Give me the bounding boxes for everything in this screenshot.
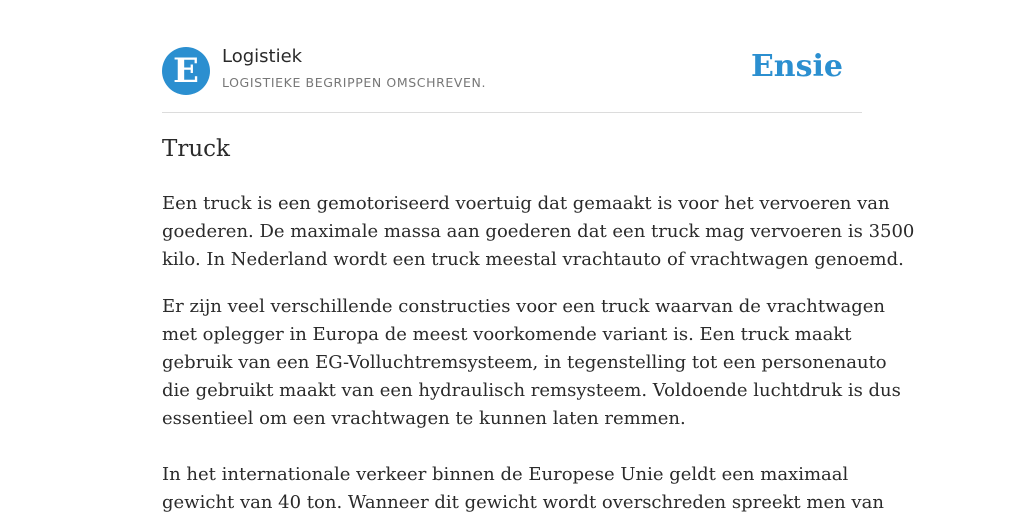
article-title: Truck — [162, 136, 230, 162]
article-paragraph — [162, 293, 901, 433]
paragraph-line: die gebruikt maakt van een hydraulisch remsysteem. Voldoende luchtdruk is dus — [162, 380, 901, 401]
paragraph-line: In het internationale verkeer binnen de Europese Unie geldt een maximaal — [162, 464, 849, 485]
article-paragraph — [162, 190, 915, 274]
paragraph-line: Een truck is een gemotoriseerd voertuig dat gemaakt is voor het vervoeren van — [162, 193, 890, 214]
ensie-logo[interactable]: Ensie — [750, 49, 843, 84]
paragraph-line: met oplegger in Europa de meest voorkomende variant is. Een truck maakt — [162, 324, 852, 345]
paragraph-line: Er zijn veel verschillende constructies voor een truck waarvan de vrachtwagen — [162, 296, 885, 317]
brand-title[interactable]: Logistiek — [222, 46, 303, 67]
paragraph-line: kilo. In Nederland wordt een truck meestal vrachtauto of vrachtwagen genoemd. — [162, 249, 904, 270]
paragraph-line: gebruik van een EG-Volluchtremsysteem, in tegenstelling tot een personenauto — [162, 352, 887, 373]
brand-logo-icon[interactable]: E — [162, 47, 210, 95]
site-header — [162, 0, 862, 113]
paragraph-line: gewicht van 40 ton. Wanneer dit gewicht wordt overschreden spreekt men van — [162, 492, 884, 512]
content-container — [162, 0, 915, 512]
brand-tagline: LOGISTIEKE BEGRIPPEN OMSCHREVEN. — [222, 75, 487, 90]
article-paragraph — [162, 461, 884, 512]
paragraph-line: goederen. De maximale massa aan goederen dat een truck mag vervoeren is 3500 — [162, 221, 915, 242]
paragraph-line: essentieel om een vrachtwagen te kunnen laten remmen. — [162, 408, 686, 429]
